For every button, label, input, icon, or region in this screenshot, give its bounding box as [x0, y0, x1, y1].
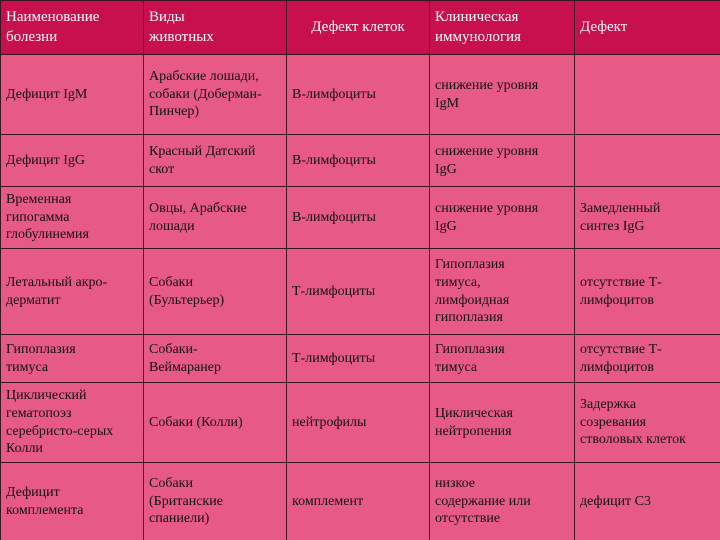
cell-clinical: снижение уровня IgG — [430, 187, 575, 249]
cell-cell-defect: В-лимфоциты — [287, 187, 430, 249]
cell-clinical: Циклическая нейтропения — [430, 383, 575, 463]
cell-defect: Задержка созревания стволовых клеток — [575, 383, 720, 463]
table-row — [1, 335, 720, 383]
cell-disease: Дефицит IgM — [1, 55, 144, 135]
cell-disease: Летальный акро- дерматит — [1, 249, 144, 335]
cell-cell-defect: нейтрофилы — [287, 383, 430, 463]
cell-cell-defect: Т-лимфоциты — [287, 249, 430, 335]
cell-species: Красный Датский скот — [144, 135, 287, 187]
table-row — [1, 55, 720, 135]
table-row — [1, 249, 720, 335]
cell-cell-defect: В-лимфоциты — [287, 135, 430, 187]
header-disease-name: Наименование болезни — [1, 1, 144, 55]
header-row — [1, 1, 720, 55]
cell-defect: отсутствие Т- лимфоцитов — [575, 335, 720, 383]
cell-defect: отсутствие Т- лимфоцитов — [575, 249, 720, 335]
cell-cell-defect: В-лимфоциты — [287, 55, 430, 135]
table-row — [1, 135, 720, 187]
header-defect: Дефект — [575, 1, 720, 55]
cell-cell-defect: комплемент — [287, 463, 430, 540]
cell-species: Арабские лошади, собаки (Доберман- Пинчер) — [144, 55, 287, 135]
cell-clinical: снижение уровня IgG — [430, 135, 575, 187]
cell-disease: Дефицит IgG — [1, 135, 144, 187]
cell-clinical: Гипоплазия тимуса — [430, 335, 575, 383]
cell-species: Собаки (Колли) — [144, 383, 287, 463]
cell-defect: дефицит С3 — [575, 463, 720, 540]
cell-species: Собаки- Веймаранер — [144, 335, 287, 383]
cell-clinical: низкое содержание или отсутствие — [430, 463, 575, 540]
table-row — [1, 383, 720, 463]
cell-defect — [575, 135, 720, 187]
cell-clinical: снижение уровня IgM — [430, 55, 575, 135]
cell-cell-defect: Т-лимфоциты — [287, 335, 430, 383]
cell-defect — [575, 55, 720, 135]
header-animal-species: Виды животных — [144, 1, 287, 55]
header-clinical-immunology: Клиническая иммунология — [430, 1, 575, 55]
cell-disease: Дефицит комплемента — [1, 463, 144, 540]
header-cell-defect: Дефект клеток — [287, 1, 430, 55]
cell-species: Собаки (Бультерьер) — [144, 249, 287, 335]
cell-disease: Гипоплазия тимуса — [1, 335, 144, 383]
cell-defect: Замедленный синтез IgG — [575, 187, 720, 249]
cell-disease: Циклический гематопоэз серебристо-серых Колли — [1, 383, 144, 463]
cell-species: Собаки (Британские спаниели) — [144, 463, 287, 540]
cell-species: Овцы, Арабские лошади — [144, 187, 287, 249]
table-row — [1, 187, 720, 249]
cell-clinical: Гипоплазия тимуса, лимфоидная гипоплазия — [430, 249, 575, 335]
cell-disease: Временная гипогамма глобулинемия — [1, 187, 144, 249]
table-row — [1, 463, 720, 540]
